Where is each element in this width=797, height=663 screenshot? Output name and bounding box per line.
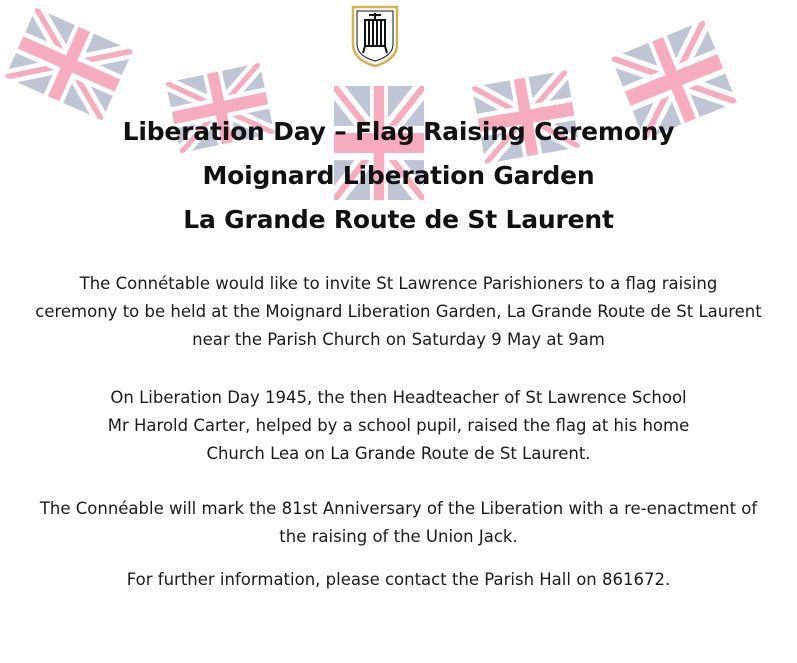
venue-name: Moignard Liberation Garden [202, 161, 595, 190]
text-line: For further information, please contact the Parish Hall on 861672. [126, 570, 671, 589]
text-line: near the Parish Church on Saturday 9 May at 9am [192, 330, 605, 349]
heading-block [0, 110, 797, 242]
text-line: the raising of the Union Jack. [279, 527, 518, 546]
invitation-paragraph [0, 270, 797, 354]
anniversary-paragraph [0, 495, 797, 551]
text-line: ceremony to be held at the Moignard Liberation Garden, La Grande Route de St Laurent [35, 302, 762, 321]
parish-crest-icon [350, 4, 400, 68]
history-paragraph [0, 384, 797, 468]
text-line: Church Lea on La Grande Route de St Laurent. [206, 444, 591, 463]
union-jack-flag-icon [5, 8, 133, 121]
text-line: The Connétable would like to invite St Lawrence Parishioners to a flag raising [79, 274, 718, 293]
text-line: On Liberation Day 1945, the then Headteacher of St Lawrence School [110, 388, 687, 407]
contact-paragraph [0, 566, 797, 594]
text-line: Mr Harold Carter, helped by a school pupil, raised the flag at his home [107, 416, 690, 435]
venue-road: La Grande Route de St Laurent [183, 205, 614, 234]
text-line: The Connéable will mark the 81st Anniversary of the Liberation with a re-enactment of [39, 499, 758, 518]
event-title: Liberation Day – Flag Raising Ceremony [122, 117, 675, 146]
